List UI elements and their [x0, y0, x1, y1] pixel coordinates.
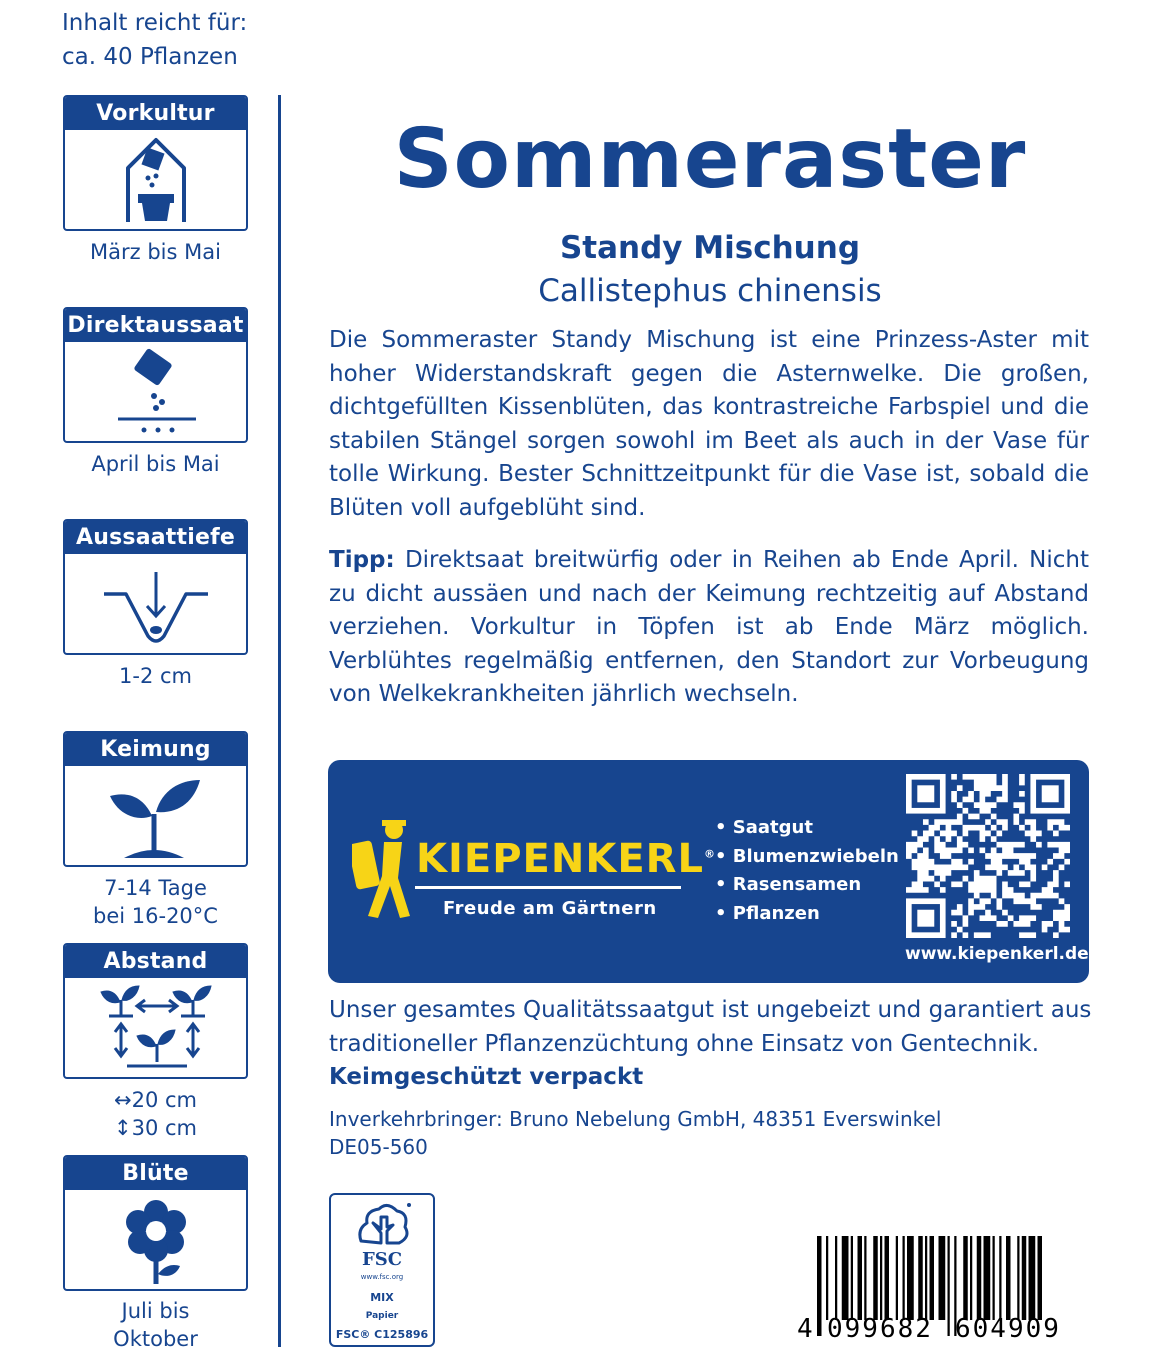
list-item: • Pflanzen: [715, 900, 899, 929]
content-info-value: ca. 40 Pflanzen: [62, 44, 238, 70]
sidebar-caption: März bis Mai: [90, 240, 221, 264]
product-tip: [329, 544, 1089, 712]
fsc-tree-icon: [353, 1201, 413, 1251]
tip-label: Tipp:: [329, 547, 395, 573]
quality-text: Unser gesamtes Qualitätssaatgut ist ungebeizt und garantiert aus traditioneller Pflanzenzüchtung ohne Einsatz von Gentechnik.: [329, 997, 1092, 1057]
sidebar-caption: ↔20 cm ↕30 cm: [114, 1088, 197, 1140]
direct-sowing-icon: [96, 342, 216, 440]
fsc-mix: MIX: [370, 1291, 394, 1304]
fsc-label: [329, 1193, 435, 1347]
sidebar-divider: [278, 95, 281, 1347]
barcode-group-1: 099682: [827, 1314, 933, 1344]
barcode-group-2: 604909: [955, 1314, 1061, 1344]
seedling-icon: [96, 766, 216, 864]
fsc-web: www.fsc.org: [360, 1273, 404, 1281]
fsc-paper: Papier: [365, 1311, 399, 1321]
tip-text: Direktsaat breitwürfig oder in Reihen ab Ende April. Nicht zu dicht aussäen und nach der Keimung rechtzeitig auf Abstand verziehen. Vorkultur in Töpfen ist ab Ende März möglich. Verblühtes regelmäßig entfernen, den Standort zur Vorbeugung von Welkekrankheiten jährlich wechseln.: [329, 547, 1089, 707]
product-title: Sommeraster: [393, 112, 1027, 207]
sidebar-item-title: Blüte: [65, 1157, 246, 1190]
distributor-info: Inverkehrbringer: Bruno Nebelung GmbH, 48351 Everswinkel DE05-560: [329, 1107, 942, 1159]
fsc-code: FSC® C125896: [335, 1328, 429, 1341]
kiepenkerl-logo-icon: [352, 816, 420, 924]
sidebar-item-abstand: [63, 943, 248, 1079]
greenhouse-sowing-icon: [96, 130, 216, 228]
sidebar-item-vorkultur: [63, 95, 248, 231]
quality-bold: Keimgeschützt verpackt: [329, 1064, 644, 1090]
fsc-name: FSC: [361, 1249, 403, 1270]
sowing-depth-icon: [96, 554, 216, 652]
list-item: • Saatgut: [715, 814, 899, 843]
list-item: • Blumenzwiebeln: [715, 843, 899, 872]
sidebar-item-aussaattiefe: [63, 519, 248, 655]
sidebar-caption: 7-14 Tage bei 16-20°C: [93, 876, 218, 928]
list-item: • Rasensamen: [715, 871, 899, 900]
sidebar-item-title: Vorkultur: [65, 97, 246, 130]
brand-underline: [415, 886, 681, 889]
brand-name: KIEPENKERL®: [416, 836, 716, 882]
sidebar-caption: 1-2 cm: [119, 664, 192, 688]
sidebar-item-keimung: [63, 731, 248, 867]
sidebar-item-direktaussaat: [63, 307, 248, 443]
qr-code[interactable]: [906, 774, 1070, 938]
flower-icon: [96, 1190, 216, 1288]
content-info: [62, 6, 247, 74]
product-variety: Standy Mischung: [559, 230, 861, 266]
brand-panel: [328, 760, 1089, 983]
brand-slogan: Freude am Gärtnern: [443, 898, 657, 919]
barcode-first-digit: 4: [797, 1314, 813, 1344]
sidebar-caption: Juli bis Oktober: [113, 1299, 198, 1351]
plant-spacing-icon: [91, 978, 221, 1076]
sidebar-item-title: Direktaussaat: [65, 309, 246, 342]
brand-url[interactable]: www.kiepenkerl.de: [905, 944, 1089, 964]
sidebar-item-title: Keimung: [65, 733, 246, 766]
sidebar-item-title: Abstand: [65, 945, 246, 978]
brand-products-list: [715, 814, 899, 928]
product-description: Die Sommeraster Standy Mischung ist eine Prinzess-Aster mit hoher Widerstandskraft gegen die Asternwelke. Die großen, dichtgefüllten Kissenblüten, das kontrastreiche Farbspiel und die stabilen Stängel sorgen sowohl im Beet als auch in der Vase für tolle Wirkung. Bester Schnittzeitpunkt für die Vase ist, sobald die Blüten voll aufgeblüht sind.: [329, 327, 1089, 521]
sidebar-caption: April bis Mai: [91, 452, 220, 476]
sidebar-item-bluete: [63, 1155, 248, 1291]
sidebar-item-title: Aussaattiefe: [65, 521, 246, 554]
barcode: [797, 1236, 1089, 1348]
content-info-label: Inhalt reicht für:: [62, 10, 248, 36]
quality-statement: [329, 994, 1099, 1095]
product-latin-name: Callistephus chinensis: [538, 273, 882, 309]
